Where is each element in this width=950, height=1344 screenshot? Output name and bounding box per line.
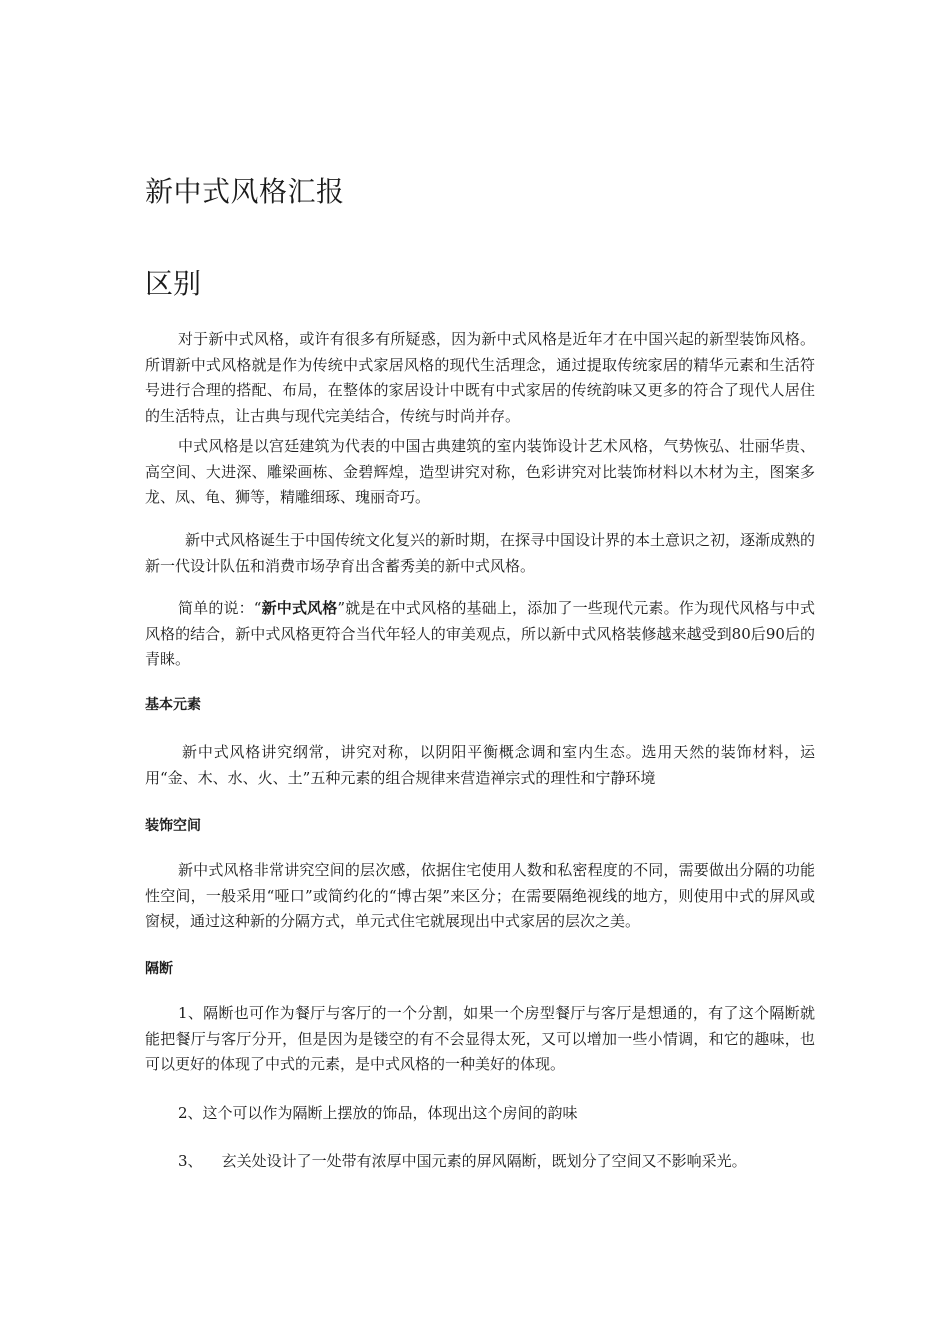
simple-definition-paragraph [145,596,815,673]
section-title-difference: 区别 [145,267,202,300]
basic-elements-paragraph: 新中式风格讲究纲常，讲究对称，以阴阳平衡概念调和室内生态。选用天然的装饰材料，运用“金、木、水、火、土”五种元素的组合规律来营造禅宗式的理性和宁静环境 [145,743,815,787]
simple-definition-emphasis: 新中式风格 [261,599,338,617]
heading-decorative-space: 装饰空间 [145,818,201,834]
simple-definition-prefix: 简单的说：“ [178,599,262,617]
document-title: 新中式风格汇报 [145,175,345,208]
partition-item-2: 2、这个可以作为隔断上摆放的饰品，体现出这个房间的韵味 [178,1104,578,1122]
partition-item-3: 3、 玄关处设计了一处带有浓厚中国元素的屏风隔断，既划分了空间又不影响采光。 [178,1152,747,1170]
partition-item-1: 1、隔断也可作为餐厅与客厅的一个分割，如果一个房型餐厅与客厅是想通的，有了这个隔断就能把餐厅与客厅分开，但是因为是镂空的有不会显得太死，又可以增加一些小情调，和它的趣味，也可以更好的体现了中式的元素，是中式风格的一种美好的体现。 [145,1004,815,1073]
intro-paragraph-1: 对于新中式风格，或许有很多有所疑惑，因为新中式风格是近年才在中国兴起的新型装饰风格。所谓新中式风格就是作为传统中式家居风格的现代生活理念，通过提取传统家居的精华元素和生活符号进行合理的搭配、布局，在整体的家居设计中既有中式家居的传统韵味又更多的符合了现代人居住的生活特点，让古典与现代完美结合，传统与时尚并存。 [145,330,815,425]
heading-partition: 隔断 [145,961,173,977]
intro-paragraph-2: 中式风格是以宫廷建筑为代表的中国古典建筑的室内装饰设计艺术风格，气势恢弘、壮丽华贵、高空间、大进深、雕梁画栋、金碧辉煌，造型讲究对称，色彩讲究对比装饰材料以木材为主，图案多龙、凤、龟、狮等，精雕细琢、瑰丽奇巧。 [145,437,815,506]
intro-paragraph-3: 新中式风格诞生于中国传统文化复兴的新时期，在探寻中国设计界的本土意识之初，逐渐成熟的新一代设计队伍和消费市场孕育出含蓄秀美的新中式风格。 [145,531,816,575]
decorative-space-paragraph: 新中式风格非常讲究空间的层次感，依据住宅使用人数和私密程度的不同，需要做出分隔的功能性空间，一般采用“哑口”或简约化的“博古架”来区分；在需要隔绝视线的地方，则使用中式的屏风或窗棂，通过这种新的分隔方式，单元式住宅就展现出中式家居的层次之美。 [145,861,815,930]
heading-basic-elements: 基本元素 [145,697,201,713]
simple-definition-suffix: ”就是在中式风格的基础上，添加了一些现代元素。作为现代风格与中式风格的结合，新中式风格更符合当代年轻人的审美观点，所以新中式风格装修越来越受到80后90后的青睐。 [145,599,815,668]
